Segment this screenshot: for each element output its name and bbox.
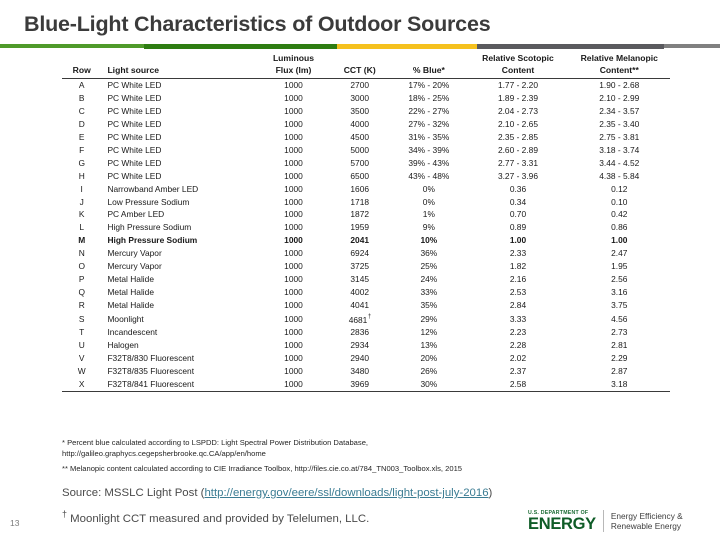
cell-cct: 6924 xyxy=(350,248,370,259)
cell-row-label: F xyxy=(79,144,85,155)
cell-light-source: Mercury Vapor xyxy=(107,261,162,272)
cell-row-label: I xyxy=(80,183,83,194)
cell-scotopic-content: 2.23 xyxy=(509,327,527,338)
cell-light-source: PC White LED xyxy=(107,157,162,168)
cell-cct: 1872 xyxy=(350,209,370,220)
cell-light-source: Metal Halide xyxy=(107,299,154,310)
table-row xyxy=(62,118,670,131)
cell-cct: 4041 xyxy=(350,299,370,310)
rule-inner-segment-yellow xyxy=(337,44,477,49)
cell-percent-blue: 35% xyxy=(420,299,438,310)
doe-energy-label: ENERGY xyxy=(528,515,596,533)
cell-scotopic-content: 2.02 xyxy=(509,353,527,364)
light-source-table xyxy=(62,53,670,392)
table-row xyxy=(62,365,670,378)
header-spacer-source xyxy=(101,53,257,65)
cell-luminous-flux: 1000 xyxy=(284,106,303,117)
cell-light-source: Incandescent xyxy=(107,327,158,338)
cell-percent-blue: 17% - 20% xyxy=(408,80,450,91)
cell-scotopic-content: 2.37 xyxy=(509,366,527,377)
header-luminous-top: Luminous xyxy=(272,53,314,63)
cell-percent-blue: 31% - 35% xyxy=(408,132,450,143)
cell-scotopic-content: 2.10 - 2.65 xyxy=(497,119,538,130)
cell-melanopic-content: 3.16 xyxy=(611,286,628,297)
cell-row-label: A xyxy=(78,80,85,91)
cell-melanopic-content: 1.90 - 2.68 xyxy=(599,80,640,91)
cell-luminous-flux: 1000 xyxy=(284,274,303,284)
cell-luminous-flux: 1000 xyxy=(284,353,303,364)
cell-scotopic-content: 2.16 xyxy=(509,274,527,284)
table-row xyxy=(62,273,670,286)
table-row xyxy=(62,247,670,260)
cell-row-label: P xyxy=(78,274,85,284)
cell-row-label: L xyxy=(79,222,85,233)
page-number: 13 xyxy=(10,518,20,528)
doe-tagline-line1: Energy Efficiency & xyxy=(610,511,683,521)
cell-cct: 2934 xyxy=(350,340,370,351)
cell-cct: 3000 xyxy=(350,93,370,104)
cell-light-source: Metal Halide xyxy=(107,274,154,284)
table-row xyxy=(62,105,670,118)
doe-tagline-line2: Renewable Energy xyxy=(610,521,681,531)
cell-row-label: U xyxy=(78,340,85,351)
table-row xyxy=(62,131,670,144)
cell-percent-blue: 29% xyxy=(420,313,438,324)
page-title: Blue-Light Characteristics of Outdoor Sources xyxy=(24,12,491,36)
source-prefix: Source: MSSLC Light Post ( xyxy=(62,487,205,499)
cell-melanopic-content: 2.87 xyxy=(611,366,628,377)
cell-percent-blue: 30% xyxy=(390,378,467,391)
cell-row-label: E xyxy=(78,132,85,143)
header-melanopic-top: Relative Melanopic xyxy=(580,53,658,63)
header-percent-blue: % Blue* xyxy=(390,65,467,79)
cell-cct: 3480 xyxy=(350,366,370,377)
cell-row-label: Q xyxy=(78,286,85,297)
cell-melanopic-content: 1.00 xyxy=(611,235,628,246)
cell-scotopic-content: 2.58 xyxy=(467,378,568,391)
cell-luminous-flux: 1000 xyxy=(284,261,303,272)
cell-cct: 6500 xyxy=(350,170,370,181)
cell-scotopic-content: 1.82 xyxy=(509,261,527,272)
cell-melanopic-content: 2.73 xyxy=(611,327,628,338)
table-row xyxy=(62,260,670,273)
cell-scotopic-content: 2.28 xyxy=(509,340,527,351)
cell-row-label: V xyxy=(78,353,85,364)
cell-scotopic-content: 3.33 xyxy=(509,313,527,324)
cell-cct: 4500 xyxy=(350,132,370,143)
cell-row-label: X xyxy=(62,378,101,391)
cell-luminous-flux: 1000 xyxy=(284,299,303,310)
dagger-footnote-text: Moonlight CCT measured and provided by Telelumen, LLC. xyxy=(67,512,370,525)
cell-scotopic-content: 2.53 xyxy=(509,286,527,297)
cell-light-source: PC White LED xyxy=(107,80,162,91)
cell-percent-blue: 39% - 43% xyxy=(408,157,450,168)
cell-row-label: W xyxy=(77,366,86,377)
cell-light-source: Narrowband Amber LED xyxy=(107,183,199,194)
cell-row-label: T xyxy=(79,327,85,338)
table-row xyxy=(62,326,670,339)
cell-percent-blue: 10% xyxy=(420,235,438,246)
table-row xyxy=(62,234,670,247)
cell-percent-blue: 26% xyxy=(420,366,438,377)
footnote-asterisk-line1: * Percent blue calculated according to LSPDD: Light Spectral Power Distribution Database, xyxy=(62,438,369,447)
table-row xyxy=(62,221,670,234)
table-row xyxy=(62,286,670,299)
cell-light-source: PC White LED xyxy=(107,106,162,117)
table-row xyxy=(62,157,670,170)
cell-percent-blue: 0% xyxy=(422,183,435,194)
cell-luminous-flux: 1000 xyxy=(284,144,303,155)
cell-percent-blue: 20% xyxy=(420,353,438,364)
cell-light-source: PC White LED xyxy=(107,119,162,130)
cell-luminous-flux: 1000 xyxy=(284,366,303,377)
cell-row-label: H xyxy=(78,170,85,181)
cell-luminous-flux: 1000 xyxy=(284,340,303,351)
cell-light-source: High Pressure Sodium xyxy=(107,235,198,246)
cell-cct: 4002 xyxy=(350,286,370,297)
cell-percent-blue: 9% xyxy=(422,222,435,233)
cell-scotopic-content: 0.89 xyxy=(509,222,527,233)
table-row xyxy=(62,339,670,352)
cell-luminous-flux: 1000 xyxy=(284,196,303,207)
footnotes-block xyxy=(62,437,682,474)
dagger-marker-icon: † xyxy=(62,509,68,519)
cell-luminous-flux: 1000 xyxy=(284,327,303,338)
header-spacer-blue xyxy=(390,53,467,65)
header-melanopic-content: Content** xyxy=(569,65,670,79)
cell-melanopic-content: 3.75 xyxy=(611,299,628,310)
cell-scotopic-content: 2.35 - 2.85 xyxy=(497,132,538,143)
cell-melanopic-content: 0.42 xyxy=(611,209,628,220)
cell-percent-blue: 36% xyxy=(420,248,438,259)
table-row xyxy=(62,208,670,221)
doe-wordmark xyxy=(528,510,603,532)
cell-melanopic-content: 2.35 - 3.40 xyxy=(599,119,640,130)
cell-cct: 1959 xyxy=(350,222,370,233)
cell-percent-blue: 34% - 39% xyxy=(408,144,450,155)
rule-inner-segment-green xyxy=(144,44,337,49)
cell-cct: 3725 xyxy=(350,261,370,272)
cell-row-label: B xyxy=(78,93,85,104)
cell-scotopic-content: 2.84 xyxy=(509,299,527,310)
header-spacer-row xyxy=(62,53,101,65)
cell-percent-blue: 33% xyxy=(420,286,438,297)
header-luminous-flux: Flux (lm) xyxy=(258,65,329,79)
table-row xyxy=(62,183,670,196)
cell-luminous-flux: 1000 xyxy=(284,132,303,143)
cell-melanopic-content: 2.47 xyxy=(611,248,628,259)
cell-light-source: PC White LED xyxy=(107,144,162,155)
cell-light-source: High Pressure Sodium xyxy=(107,222,192,233)
footnote-asterisk-line2: http://galileo.graphycs.cegepsherbrooke.qc.CA/app/en/home xyxy=(62,449,266,458)
header-light-source: Light source xyxy=(101,65,257,79)
table-row xyxy=(62,312,670,327)
table-row xyxy=(62,378,670,391)
cell-percent-blue: 24% xyxy=(420,274,438,284)
cell-luminous-flux: 1000 xyxy=(284,93,303,104)
cell-melanopic-content: 0.12 xyxy=(611,183,628,194)
table-header-top-row xyxy=(62,53,670,65)
cell-luminous-flux: 1000 xyxy=(284,119,303,130)
cell-luminous-flux: 1000 xyxy=(284,183,303,194)
doe-tagline xyxy=(604,511,683,531)
cell-scotopic-content: 3.27 - 3.96 xyxy=(497,170,538,181)
cell-row-label: G xyxy=(78,157,85,168)
cell-light-source: F32T8/835 Fluorescent xyxy=(107,366,195,377)
cell-melanopic-content: 3.18 - 3.74 xyxy=(599,144,640,155)
cell-percent-blue: 43% - 48% xyxy=(408,170,450,181)
cell-scotopic-content: 0.34 xyxy=(509,196,527,207)
cell-melanopic-content: 2.81 xyxy=(611,340,628,351)
cell-melanopic-content: 0.10 xyxy=(611,196,628,207)
cell-light-source: Halogen xyxy=(107,340,139,351)
cell-light-source: F32T8/841 Fluorescent xyxy=(101,378,257,391)
cell-luminous-flux: 1000 xyxy=(284,248,303,259)
cell-row-label: O xyxy=(78,261,85,272)
doe-department-label: U.S. DEPARTMENT OF xyxy=(528,510,589,516)
cell-luminous-flux: 1000 xyxy=(284,222,303,233)
cell-percent-blue: 1% xyxy=(422,209,435,220)
title-underline-inner xyxy=(144,44,664,49)
cell-row-label: K xyxy=(78,209,85,220)
cell-luminous-flux: 1000 xyxy=(284,313,303,324)
cell-light-source: Metal Halide xyxy=(107,286,154,297)
cell-melanopic-content: 2.56 xyxy=(611,274,628,284)
rule-inner-segment-gray xyxy=(477,44,664,49)
dagger-footnote xyxy=(62,509,369,525)
cell-percent-blue: 12% xyxy=(420,327,438,338)
header-scotopic-top: Relative Scotopic xyxy=(482,53,554,63)
cell-luminous-flux: 1000 xyxy=(284,235,303,246)
cell-cct: 2041 xyxy=(350,235,370,246)
table-row xyxy=(62,196,670,209)
table-header xyxy=(62,53,670,79)
cell-light-source: F32T8/830 Fluorescent xyxy=(107,353,195,364)
header-cct: CCT (K) xyxy=(329,65,390,79)
cell-row-label: S xyxy=(78,313,85,324)
source-suffix: ) xyxy=(488,487,493,499)
cell-row-label: J xyxy=(79,196,84,207)
cell-luminous-flux: 1000 xyxy=(284,80,303,91)
cell-luminous-flux: 1000 xyxy=(284,286,303,297)
cell-luminous-flux: 1000 xyxy=(258,378,329,391)
cell-scotopic-content: 0.36 xyxy=(509,183,527,194)
cell-scotopic-content: 2.04 - 2.73 xyxy=(497,106,538,117)
cell-light-source: PC Amber LED xyxy=(107,209,165,220)
cell-cct: 5700 xyxy=(350,157,370,168)
cell-melanopic-content: 3.44 - 4.52 xyxy=(599,157,640,168)
cell-melanopic-content: 4.56 xyxy=(611,313,628,324)
cct-dagger-icon: † xyxy=(367,313,372,320)
cell-row-label: N xyxy=(78,248,85,259)
cell-light-source: PC White LED xyxy=(107,93,162,104)
doe-logo xyxy=(528,508,683,534)
cell-scotopic-content: 1.00 xyxy=(509,235,527,246)
cell-scotopic-content: 2.33 xyxy=(509,248,527,259)
cell-row-label: D xyxy=(78,119,85,130)
cell-light-source: PC White LED xyxy=(107,132,162,143)
cell-cct: 1718 xyxy=(350,196,370,207)
cell-cct: 2940 xyxy=(350,353,370,364)
cell-cct: 3500 xyxy=(350,106,370,117)
cell-scotopic-content: 1.77 - 2.20 xyxy=(497,80,538,91)
cell-cct: 4000 xyxy=(350,119,370,130)
cell-melanopic-content: 2.29 xyxy=(611,353,628,364)
table-header-bottom-row xyxy=(62,65,670,79)
cell-scotopic-content: 2.60 - 2.89 xyxy=(497,144,538,155)
header-row: Row xyxy=(62,65,101,79)
table-row xyxy=(62,79,670,92)
cell-luminous-flux: 1000 xyxy=(284,209,303,220)
footnote-double-asterisk: ** Melanopic content calculated according to CIE Irradiance Toolbox, http://files.cie.co.at/784_TN003_Toolbox.xls, 2015 xyxy=(62,464,463,473)
table-row xyxy=(62,299,670,312)
cell-melanopic-content: 2.10 - 2.99 xyxy=(599,93,640,104)
cell-light-source: Moonlight xyxy=(107,313,144,324)
cell-melanopic-content: 1.95 xyxy=(611,261,628,272)
rule-segment-green xyxy=(0,44,144,48)
cell-melanopic-content: 3.18 xyxy=(569,378,670,391)
cell-cct: 3969 xyxy=(329,378,390,391)
table-row xyxy=(62,170,670,183)
cell-row-label: C xyxy=(78,106,85,117)
cell-row-label: M xyxy=(78,235,86,246)
light-source-table-container xyxy=(62,53,670,392)
cell-percent-blue: 22% - 27% xyxy=(408,106,450,117)
cell-percent-blue: 27% - 32% xyxy=(408,119,450,130)
cell-scotopic-content: 1.89 - 2.39 xyxy=(497,93,538,104)
table-row xyxy=(62,352,670,365)
cell-light-source: Mercury Vapor xyxy=(107,248,162,259)
cell-cct: 3145 xyxy=(350,274,370,284)
cell-cct: 2836 xyxy=(350,327,370,338)
cell-percent-blue: 0% xyxy=(422,196,435,207)
cell-cct: 5000 xyxy=(350,144,370,155)
cell-melanopic-content: 4.38 - 5.84 xyxy=(599,170,640,181)
cell-scotopic-content: 0.70 xyxy=(509,209,527,220)
cell-cct: 4681† xyxy=(348,313,372,325)
table-body xyxy=(62,79,670,392)
cell-cct: 1606 xyxy=(350,183,370,194)
header-scotopic-content: Content xyxy=(467,65,568,79)
cell-percent-blue: 13% xyxy=(420,340,438,351)
cell-percent-blue: 25% xyxy=(420,261,438,272)
cell-melanopic-content: 2.75 - 3.81 xyxy=(599,132,640,143)
cell-melanopic-content: 2.34 - 3.57 xyxy=(599,106,640,117)
header-spacer-cct xyxy=(329,53,390,65)
cell-scotopic-content: 2.77 - 3.31 xyxy=(497,157,538,168)
cell-light-source: Low Pressure Sodium xyxy=(107,196,190,207)
cell-luminous-flux: 1000 xyxy=(284,157,303,168)
cell-melanopic-content: 0.86 xyxy=(611,222,628,233)
cell-cct: 2700 xyxy=(350,80,370,91)
table-row xyxy=(62,92,670,105)
source-link[interactable]: http://energy.gov/eere/ssl/downloads/light-post-july-2016 xyxy=(204,487,489,499)
table-row xyxy=(62,144,670,157)
cell-luminous-flux: 1000 xyxy=(284,170,303,181)
cell-row-label: R xyxy=(78,299,85,310)
cell-light-source: PC White LED xyxy=(107,170,162,181)
source-citation xyxy=(62,487,492,499)
cell-percent-blue: 18% - 25% xyxy=(408,93,450,104)
